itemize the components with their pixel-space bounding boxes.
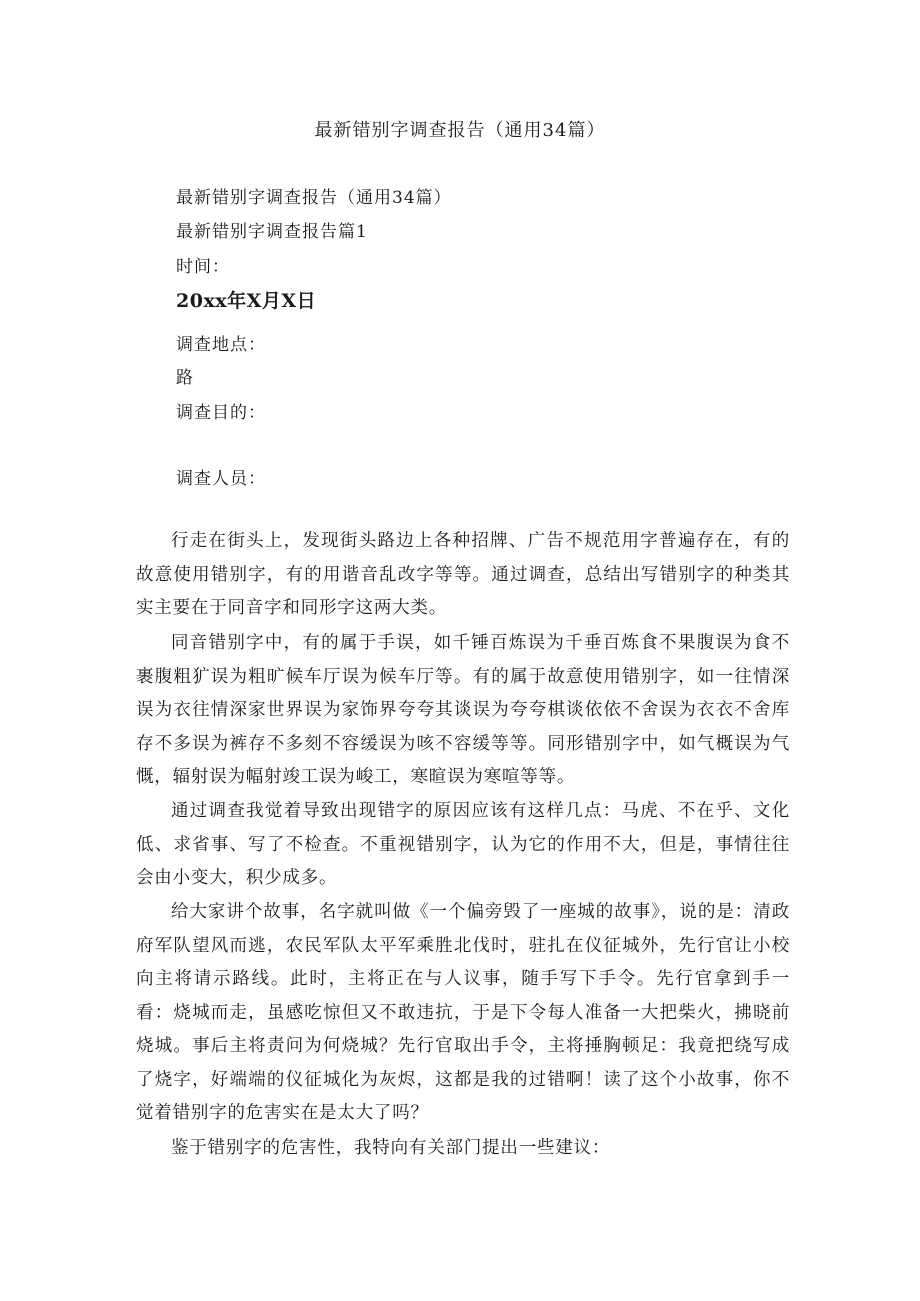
document-subtitle: 最新错别字调查报告（通用34篇） — [176, 188, 452, 208]
paragraph-intro: 行走在街头上，发现街头路边上各种招牌、广告不规范用字普遍存在，有的故意使用错别字，有的用谐音乱改字等等。通过调查，总结出写错别字的种类其实主要在于同音字和同形字这两大类。 — [136, 531, 790, 618]
paragraph-story: 给大家讲个故事，名字就叫做《一个偏旁毁了一座城的故事》，说的是：清政府军队望风而逃，农民军队太平军乘胜北伐时，驻扎在仪征城外，先行官让小校向主将请示路线。此时，主将正在与人议事，随手写下手令。先行官拿到手一看：烧城而走，虽感吃惊但又不敢违抗，于是下令每人准备一大把柴火，拂晓前烧城。事后主将责问为何烧城？先行官取出手令，主将捶胸顿足：我竟把绕写成了烧字，好端端的仪征城化为灰烬，这都是我的过错啊！读了这个小故事，你不觉着错别字的危害实在是太大了吗？ — [136, 902, 790, 1123]
paragraph-homophone: 同音错别字中，有的属于手误，如千锤百炼误为千垂百炼食不果腹误为食不裹腹粗犷误为粗旷候车厅误为候车厅等。有的属于故意使用错别字，如一往情深误为衣往情深家世界误为家饰界夸夸其谈误为夸夸棋谈依依不舍误为衣衣不舍库存不多误为裤存不多刻不容缓误为咳不容缓等等。同形错别字中，如气概误为气慨，辐射误为幅射竣工误为峻工，寒暄误为寒喧等等。 — [136, 633, 790, 787]
paragraph-causes: 通过调查我觉着导致出现错字的原因应该有这样几点：马虎、不在乎、文化低、求省事、写了不检查。不重视错别字，认为它的作用不大，但是，事情往往会由小变大，积少成多。 — [136, 801, 790, 888]
location-value: 路 — [176, 368, 194, 388]
purpose-label: 调查目的： — [176, 403, 266, 423]
document-title: 最新错别字调查报告（通用34篇） — [314, 120, 606, 141]
paragraph-suggestions: 鉴于错别字的危害性，我特向有关部门提出一些建议： — [171, 1138, 611, 1158]
date-value: 20xx年X月X日 — [176, 290, 317, 312]
section-heading: 最新错别字调查报告篇1 — [176, 222, 368, 242]
location-label: 调查地点： — [176, 335, 266, 355]
time-label: 时间： — [176, 257, 230, 277]
staff-label: 调查人员： — [176, 469, 266, 489]
